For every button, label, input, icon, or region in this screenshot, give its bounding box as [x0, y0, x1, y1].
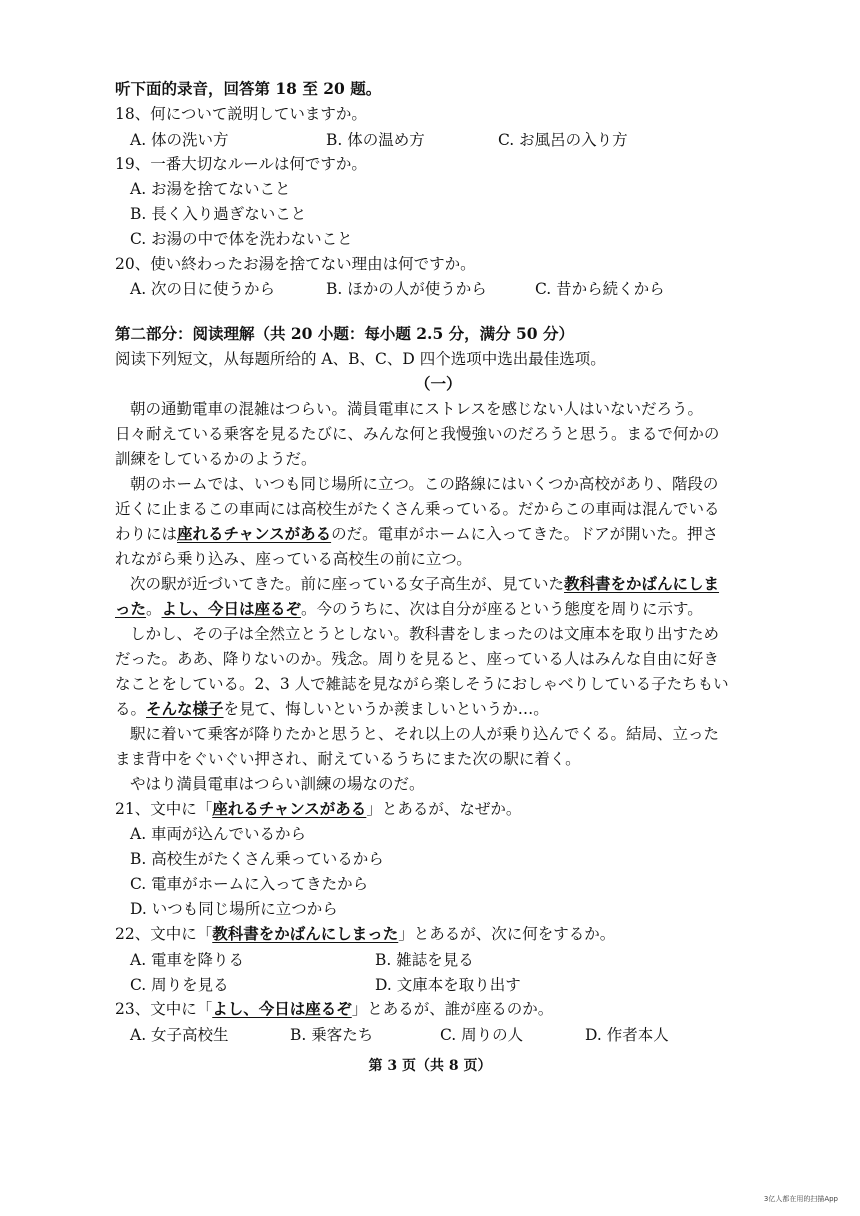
- passage-text: わりには: [115, 525, 178, 543]
- passage-line: 駅に着いて乗客が降りたかと思うと、それ以上の人が乗り込んでくる。結局、立った: [130, 725, 720, 743]
- q20-option-b: B. ほかの人が使うから: [326, 280, 487, 298]
- q21-option-a: A. 車両が込んでいるから: [130, 825, 307, 843]
- q19-option-b: B. 長く入り過ぎないこと: [130, 205, 307, 223]
- passage-line: れながら乗り込み、座っている高校生の前に立つ。: [115, 550, 472, 568]
- q18-stem: 18、何について説明していますか。: [115, 105, 367, 123]
- passage-text: のだ。電車がホームに入ってきた。ドアが開いた。押さ: [331, 525, 719, 543]
- q22-quote: 教科書をかばんにしまった: [212, 924, 399, 943]
- q19-option-c: C. お湯の中で体を洗わないこと: [130, 230, 353, 248]
- underlined-phrase: そんな様子: [146, 699, 224, 718]
- underlined-phrase: よし、今日は座るぞ: [161, 599, 302, 618]
- q23-stem-text: 」とあるが、誰が座るのか。: [351, 1000, 554, 1018]
- q21-quote: 座れるチャンスがある: [212, 799, 367, 818]
- q22-stem: [115, 923, 615, 945]
- q20-option-a: A. 次の日に使うから: [130, 280, 276, 298]
- q22-stem-text: 22、文中に「: [115, 925, 213, 943]
- q23-stem: [115, 998, 553, 1020]
- passage-line: やはり満員電車はつらい訓練の場なのだ。: [130, 775, 425, 793]
- q19-stem: 19、一番大切なルールは何ですか。: [115, 155, 367, 173]
- passage-line: なことをしている。2、3 人で雑誌を見ながら楽しそうにおしゃべりしている子たちもい: [115, 675, 729, 693]
- passage-line: まま背中をぐいぐい押され、耐えているうちにまた次の駅に着く。: [115, 750, 581, 768]
- passage-line: 訓練をしているかのようだ。: [115, 450, 317, 468]
- passage-line: [130, 573, 719, 595]
- passage-text: 。今のうちに、次は自分が座るという態度を周りに示す。: [301, 600, 703, 618]
- q23-option-c: C. 周りの人: [440, 1026, 524, 1044]
- passage-line: 朝の通勤電車の混雑はつらい。満員電車にストレスを感じない人はいないだろう。: [130, 400, 704, 418]
- passage-line: [115, 698, 549, 720]
- passage-line: 近くに止まるこの車両には高校生がたくさん乗っている。だからこの車両は混んでいる: [115, 500, 720, 518]
- passage-line: 朝のホームでは、いつも同じ場所に立つ。この路線にはいくつか高校があり、階段の: [130, 475, 719, 493]
- q22-option-c: C. 周りを見る: [130, 976, 229, 994]
- q18-option-b: B. 体の温め方: [326, 131, 425, 149]
- passage-text: 。: [146, 600, 162, 618]
- q23-option-a: A. 女子高校生: [130, 1026, 229, 1044]
- q21-stem: [115, 798, 521, 820]
- passage-text: 次の駅が近づいてきた。前に座っている女子高生が、見ていた: [130, 575, 565, 593]
- passage-text: を見て、悔しいというか羨ましいというか…。: [223, 700, 549, 718]
- underlined-phrase: 教科書をかばんにしま: [564, 574, 720, 593]
- scanner-watermark: 3亿人都在用的扫描App: [763, 1195, 838, 1203]
- q21-option-c: C. 電車がホームに入ってきたから: [130, 875, 369, 893]
- passage-text: る。: [115, 700, 147, 718]
- q23-stem-text: 23、文中に「: [115, 1000, 213, 1018]
- q20-option-c: C. 昔から続くから: [535, 280, 665, 298]
- passage-line: しかし、その子は全然立とうとしない。教科書をしまったのは文庫本を取り出すため: [130, 625, 720, 643]
- q23-quote: よし、今日は座るぞ: [212, 999, 352, 1018]
- passage-line: だった。ああ、降りないのか。残念。周りを見ると、座っている人はみんな自由に好き: [115, 650, 719, 668]
- q22-stem-text: 」とあるが、次に何をするか。: [398, 925, 616, 943]
- listening-instruction: 听下面的录音，回答第 18 至 20 题。: [115, 79, 382, 98]
- underlined-phrase: った: [115, 599, 147, 618]
- q19-option-a: A. お湯を捨てないこと: [130, 180, 291, 198]
- passage-line: [115, 598, 703, 620]
- q23-option-b: B. 乗客たち: [290, 1026, 374, 1044]
- section-number: （一）: [415, 374, 462, 393]
- q22-option-a: A. 電車を降りる: [130, 951, 245, 969]
- q18-option-c: C. お風呂の入り方: [498, 131, 628, 149]
- underlined-phrase: 座れるチャンスがある: [177, 524, 332, 543]
- q20-stem: 20、使い終わったお湯を捨てない理由は何ですか。: [115, 255, 476, 273]
- q22-option-b: B. 雑誌を見る: [375, 951, 474, 969]
- passage-line: 日々耐えている乗客を見るたびに、みんな何と我慢強いのだろうと思う。まるで何かの: [115, 425, 720, 443]
- reading-heading: 第二部分：阅读理解（共 20 小题：每小题 2.5 分，满分 50 分）: [115, 324, 574, 343]
- q22-option-d: D. 文庫本を取り出す: [375, 976, 521, 994]
- reading-instruction: 阅读下列短文，从每题所给的 A、B、C、D 四个选项中选出最佳选项。: [115, 350, 606, 368]
- q21-option-b: B. 高校生がたくさん乗っているから: [130, 850, 384, 868]
- passage-line: [115, 523, 718, 545]
- page-number: 第 3 页（共 8 页）: [368, 1058, 492, 1074]
- q18-option-a: A. 体の洗い方: [130, 131, 229, 149]
- q21-stem-text: 21、文中に「: [115, 800, 213, 818]
- q21-option-d: D. いつも同じ場所に立つから: [130, 900, 338, 918]
- q23-option-d: D. 作者本人: [585, 1026, 669, 1044]
- q21-stem-text: 」とあるが、なぜか。: [366, 800, 522, 818]
